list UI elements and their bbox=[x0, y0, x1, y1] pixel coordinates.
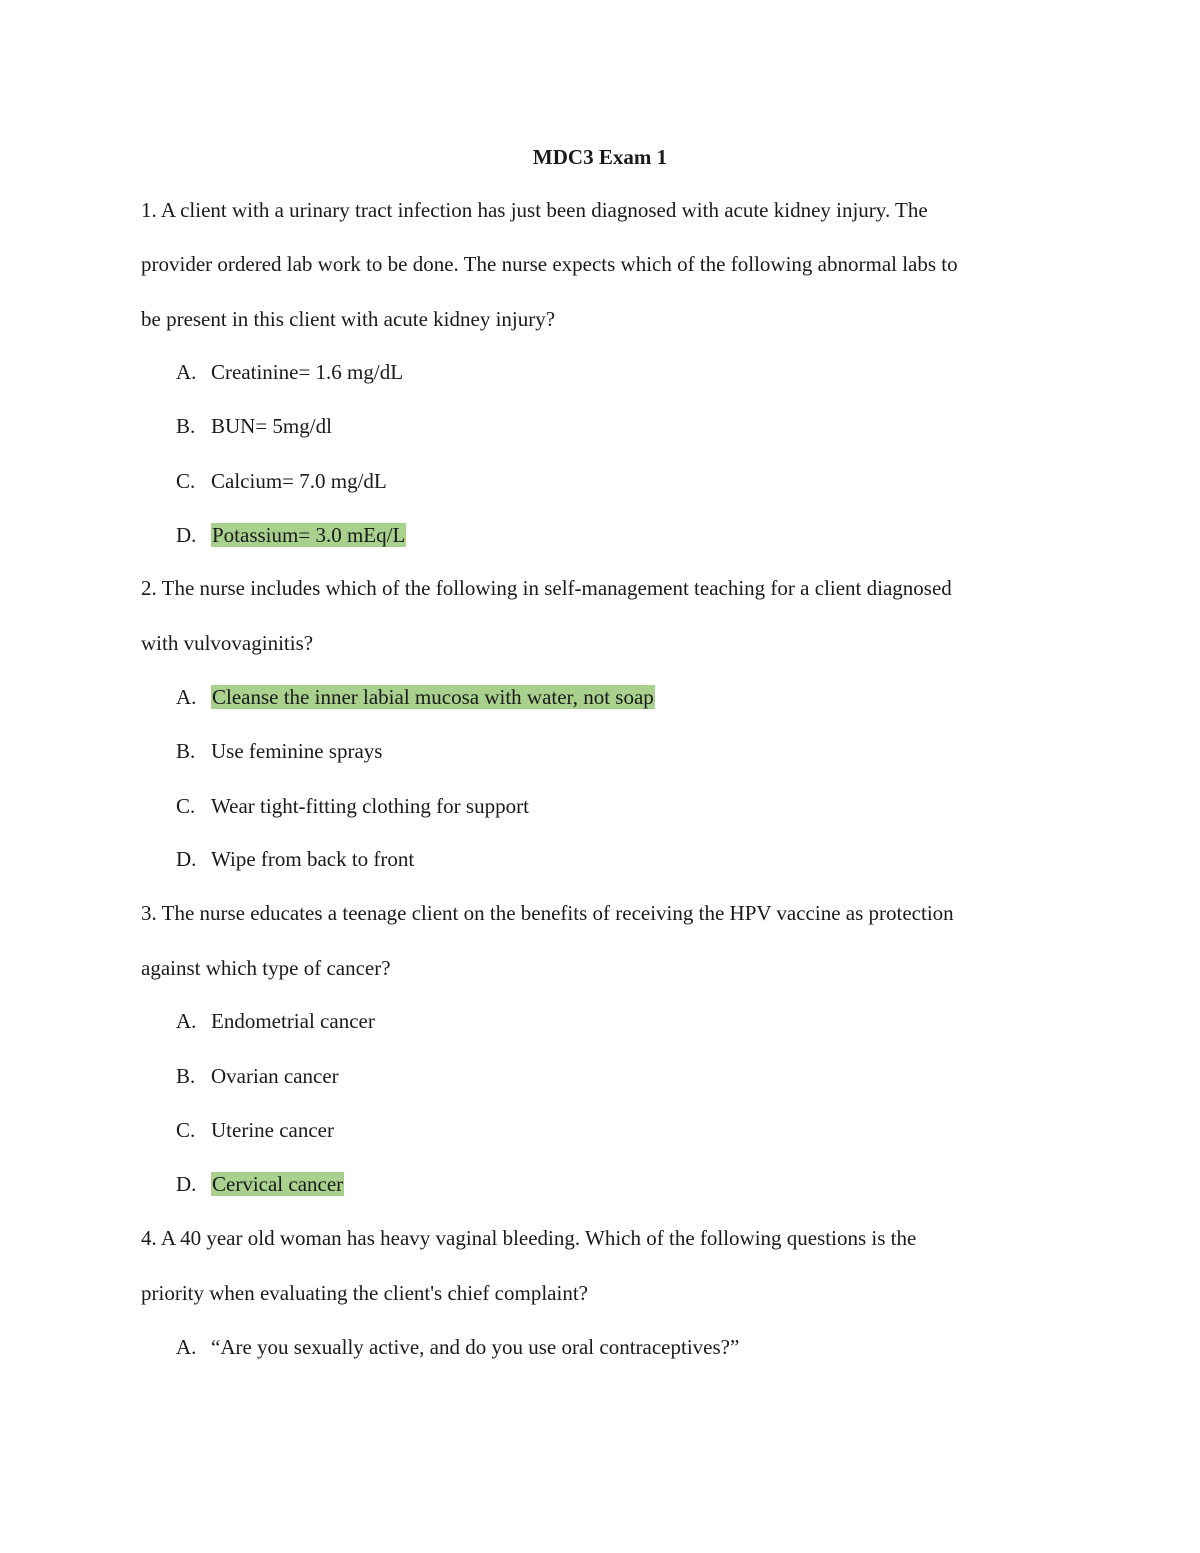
question-4-option-a: A. “Are you sexually active, and do you use oral contraceptives?” bbox=[176, 1335, 740, 1359]
question-2-option-a: A. Cleanse the inner labial mucosa with water, not soap bbox=[176, 685, 654, 709]
question-3-line-1: 3. The nurse educates a teenage client on the benefits of receiving the HPV vaccine as protection bbox=[141, 901, 954, 925]
question-3-option-d: D. Cervical cancer bbox=[176, 1172, 344, 1196]
question-1-option-b: B. BUN= 5mg/dl bbox=[176, 414, 332, 438]
question-4-line-2: priority when evaluating the client's chief complaint? bbox=[141, 1281, 588, 1305]
highlighted-answer: Potassium= 3.0 mEq/L bbox=[212, 523, 406, 547]
question-2-option-d: D. Wipe from back to front bbox=[176, 847, 415, 871]
question-1-option-d: D. Potassium= 3.0 mEq/L bbox=[176, 523, 406, 547]
highlighted-answer: Cleanse the inner labial mucosa with water, not soap bbox=[212, 685, 654, 709]
question-3-option-a: A. Endometrial cancer bbox=[176, 1009, 375, 1033]
question-1-line-1: 1. A client with a urinary tract infection has just been diagnosed with acute kidney injury. The bbox=[141, 198, 928, 222]
question-4-line-1: 4. A 40 year old woman has heavy vaginal bleeding. Which of the following questions is the bbox=[141, 1226, 917, 1250]
question-1-option-c: C. Calcium= 7.0 mg/dL bbox=[176, 469, 387, 493]
question-3-option-b: B. Ovarian cancer bbox=[176, 1064, 339, 1088]
question-2-line-2: with vulvovaginitis? bbox=[141, 631, 314, 655]
question-3-option-c: C. Uterine cancer bbox=[176, 1118, 334, 1142]
question-2-option-b: B. Use feminine sprays bbox=[176, 739, 383, 763]
question-1-option-a: A. Creatinine= 1.6 mg/dL bbox=[176, 360, 404, 384]
question-1-line-2: provider ordered lab work to be done. The nurse expects which of the following abnormal labs to bbox=[141, 252, 958, 276]
question-3-line-2: against which type of cancer? bbox=[141, 956, 391, 980]
page-title: MDC3 Exam 1 bbox=[532, 145, 668, 169]
question-2-option-c: C. Wear tight-fitting clothing for support bbox=[176, 794, 529, 818]
question-1-line-3: be present in this client with acute kidney injury? bbox=[141, 307, 556, 331]
highlighted-answer: Cervical cancer bbox=[212, 1172, 344, 1196]
question-2-line-1: 2. The nurse includes which of the following in self-management teaching for a client diagnosed bbox=[141, 576, 952, 600]
